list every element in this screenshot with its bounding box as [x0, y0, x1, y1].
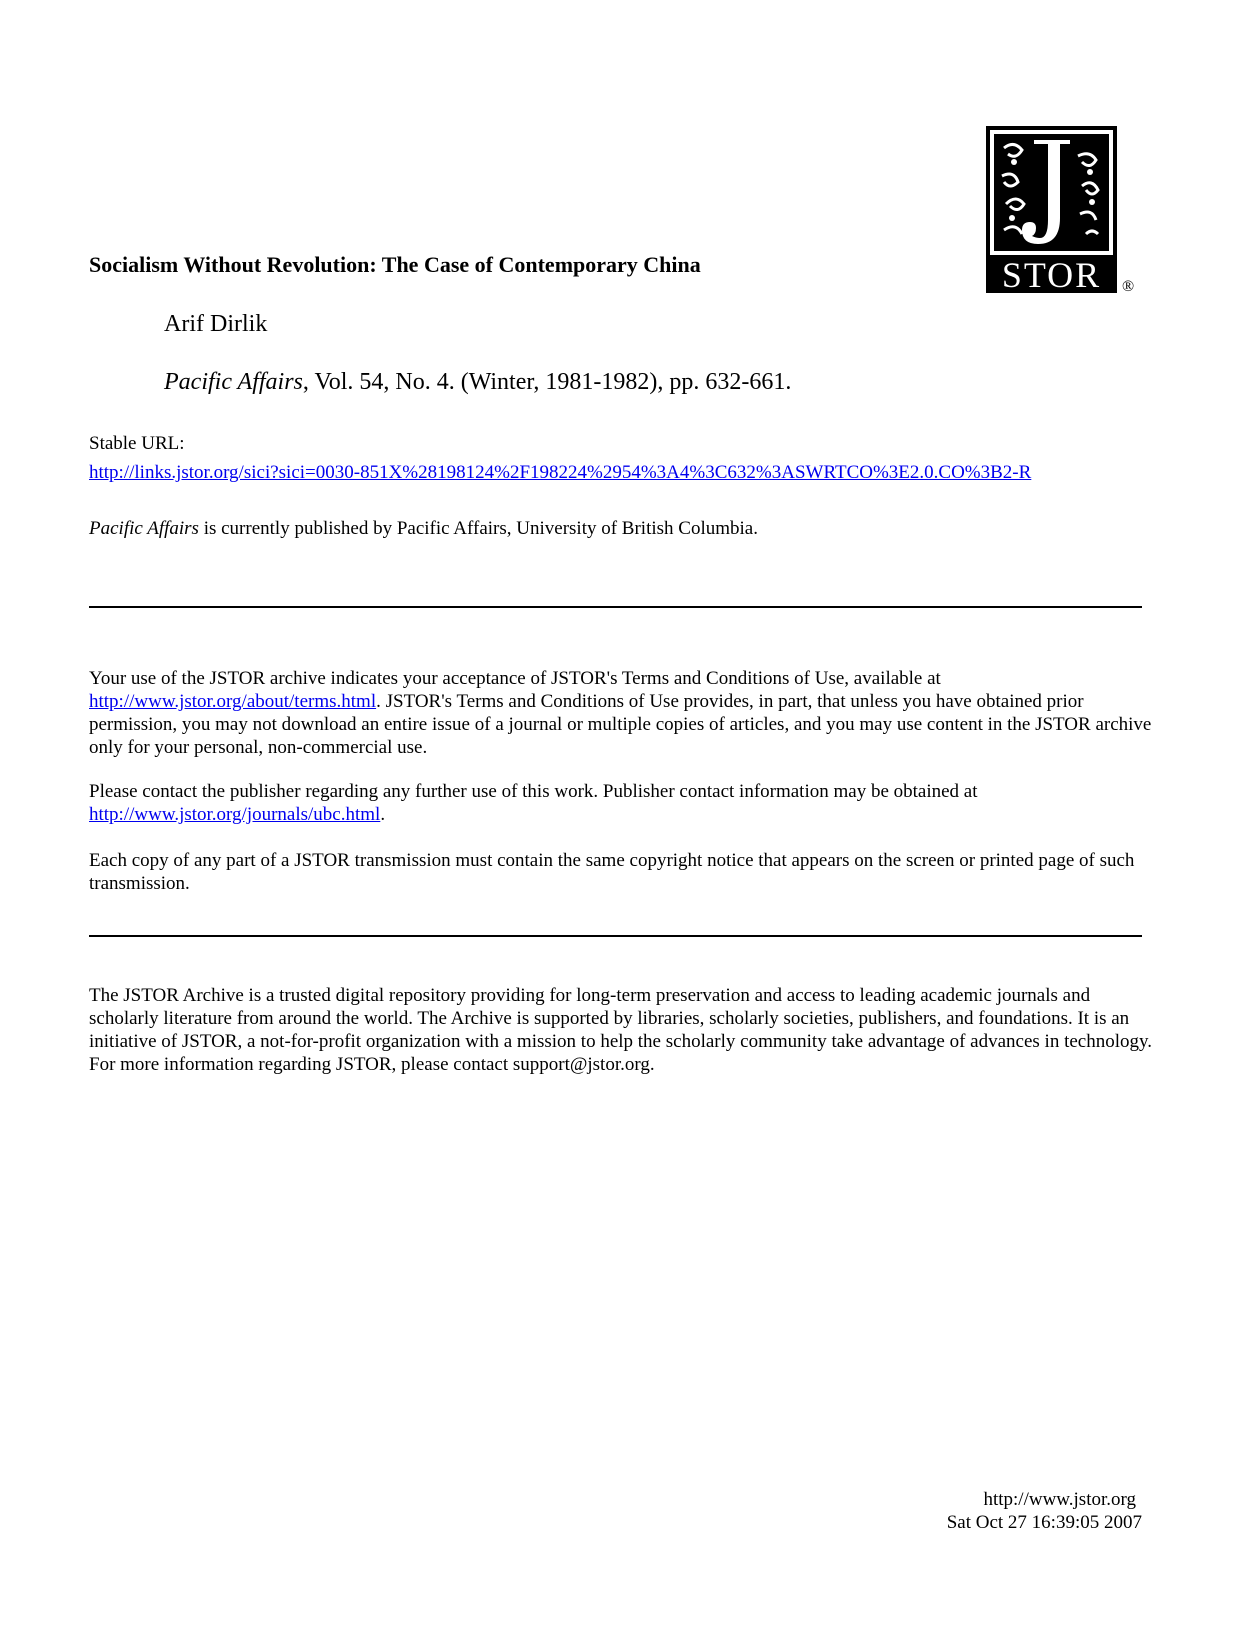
- terms-link[interactable]: http://www.jstor.org/about/terms.html: [89, 691, 377, 712]
- divider-top: [89, 606, 1142, 608]
- author-name: Arif Dirlik: [164, 311, 268, 337]
- terms-text-before: Your use of the JSTOR archive indicates your acceptance of JSTOR's Terms and Conditions of Use, available at: [89, 668, 941, 689]
- publisher-details: is currently published by Pacific Affairs, University of British Columbia.: [198, 518, 758, 539]
- contact-text-before: Please contact the publisher regarding any further use of this work. Publisher contact information may be obtained at: [89, 781, 978, 802]
- terms-paragraph: [89, 667, 1154, 759]
- jstor-logo-icon: [986, 126, 1117, 293]
- divider-bottom: [89, 935, 1142, 937]
- stable-url-link[interactable]: http://links.jstor.org/sici?sici=0030-851X%28198124%2F198224%2954%3A4%3C632%3ASWRTCO%3E2.0.CO%3B2-R: [89, 462, 1032, 483]
- citation-journal: Pacific Affairs: [164, 369, 303, 395]
- stable-url-label: Stable URL:: [89, 433, 185, 454]
- jstor-wordmark: STOR: [1001, 255, 1102, 293]
- stable-url-link-container: [89, 462, 1031, 484]
- publisher-contact-link[interactable]: http://www.jstor.org/journals/ubc.html: [89, 804, 381, 825]
- citation-details: , Vol. 54, No. 4. (Winter, 1981-1982), pp. 632-661.: [302, 369, 792, 395]
- archive-info-paragraph: The JSTOR Archive is a trusted digital repository providing for long-term preservation and access to leading academic journals and scholarly literature from around the world. The Archive is supported by libraries, scholarly societies, publishers, and foundations. It is an initiative of JSTOR, a not-for-profit organization with a mission to help the scholarly community take advantage of advances in technology. For more information regarding JSTOR, please contact support@jstor.org.: [89, 985, 1153, 1075]
- publisher-journal: Pacific Affairs: [89, 518, 199, 539]
- contact-paragraph: [89, 780, 1154, 826]
- article-title: Socialism Without Revolution: The Case of Contemporary China: [89, 252, 701, 277]
- copyright-notice-paragraph: Each copy of any part of a JSTOR transmission must contain the same copyright notice that appears on the screen or printed page of such transmission.: [89, 850, 1135, 894]
- contact-text-after: .: [380, 804, 386, 825]
- footer-timestamp: Sat Oct 27 16:39:05 2007: [946, 1512, 1142, 1533]
- footer-url: http://www.jstor.org: [983, 1489, 1136, 1510]
- registered-mark: ®: [1122, 278, 1135, 295]
- citation: [164, 369, 791, 396]
- terms-text-after: . JSTOR's Terms and Conditions of Use provides, in part, that unless you have obtained prior permission, you may not download an entire issue of a journal or multiple copies of articles, and you may use content in the JSTOR archive only for your personal, non-commercial use.: [89, 691, 1152, 758]
- publisher-line: [89, 518, 758, 540]
